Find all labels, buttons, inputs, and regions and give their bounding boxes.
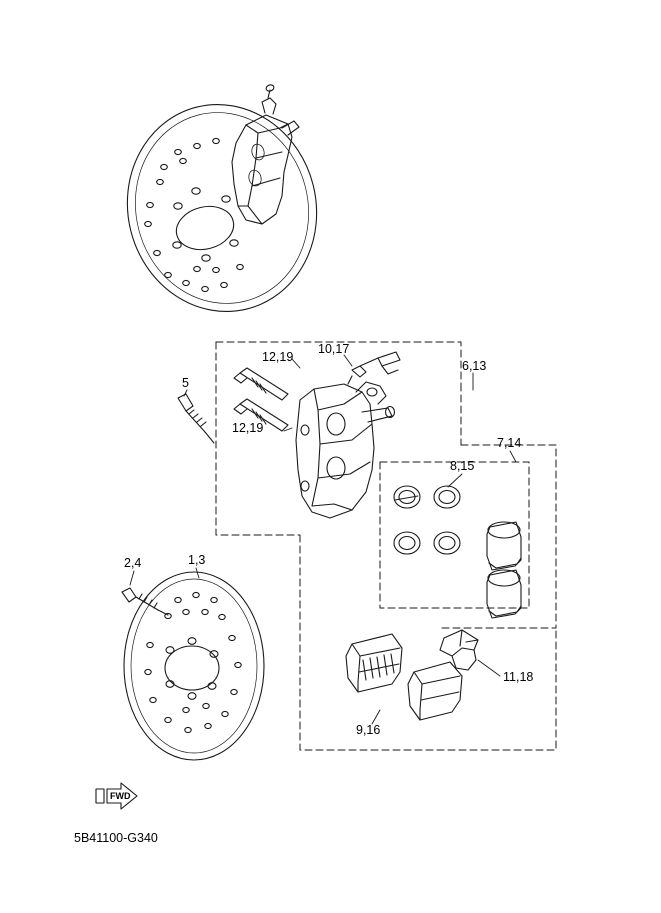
seals-group <box>394 486 460 554</box>
pistons-group <box>487 522 521 618</box>
brake-pads-group <box>346 630 478 720</box>
callout-11-18: 11,18 <box>503 670 534 684</box>
bleed-screw-group <box>348 352 400 384</box>
callout-10-17: 10,17 <box>318 342 350 356</box>
callout-2-4: 2,4 <box>124 556 142 570</box>
callout-5: 5 <box>182 376 189 390</box>
callout-9-16: 9,16 <box>356 723 381 737</box>
fwd-label: FWD <box>110 791 131 801</box>
top-assembly-group <box>106 84 339 332</box>
callout-12-19-top: 12,19 <box>262 350 294 364</box>
bolt-5 <box>178 394 214 443</box>
callout-7-14: 7,14 <box>497 436 522 450</box>
callout-1-3: 1,3 <box>188 553 206 567</box>
callout-6-13: 6,13 <box>462 359 487 373</box>
callout-12-19-lower: 12,19 <box>232 421 264 435</box>
callout-8-15: 8,15 <box>450 459 475 473</box>
drawing-part-number: 5B41100-G340 <box>74 831 158 845</box>
